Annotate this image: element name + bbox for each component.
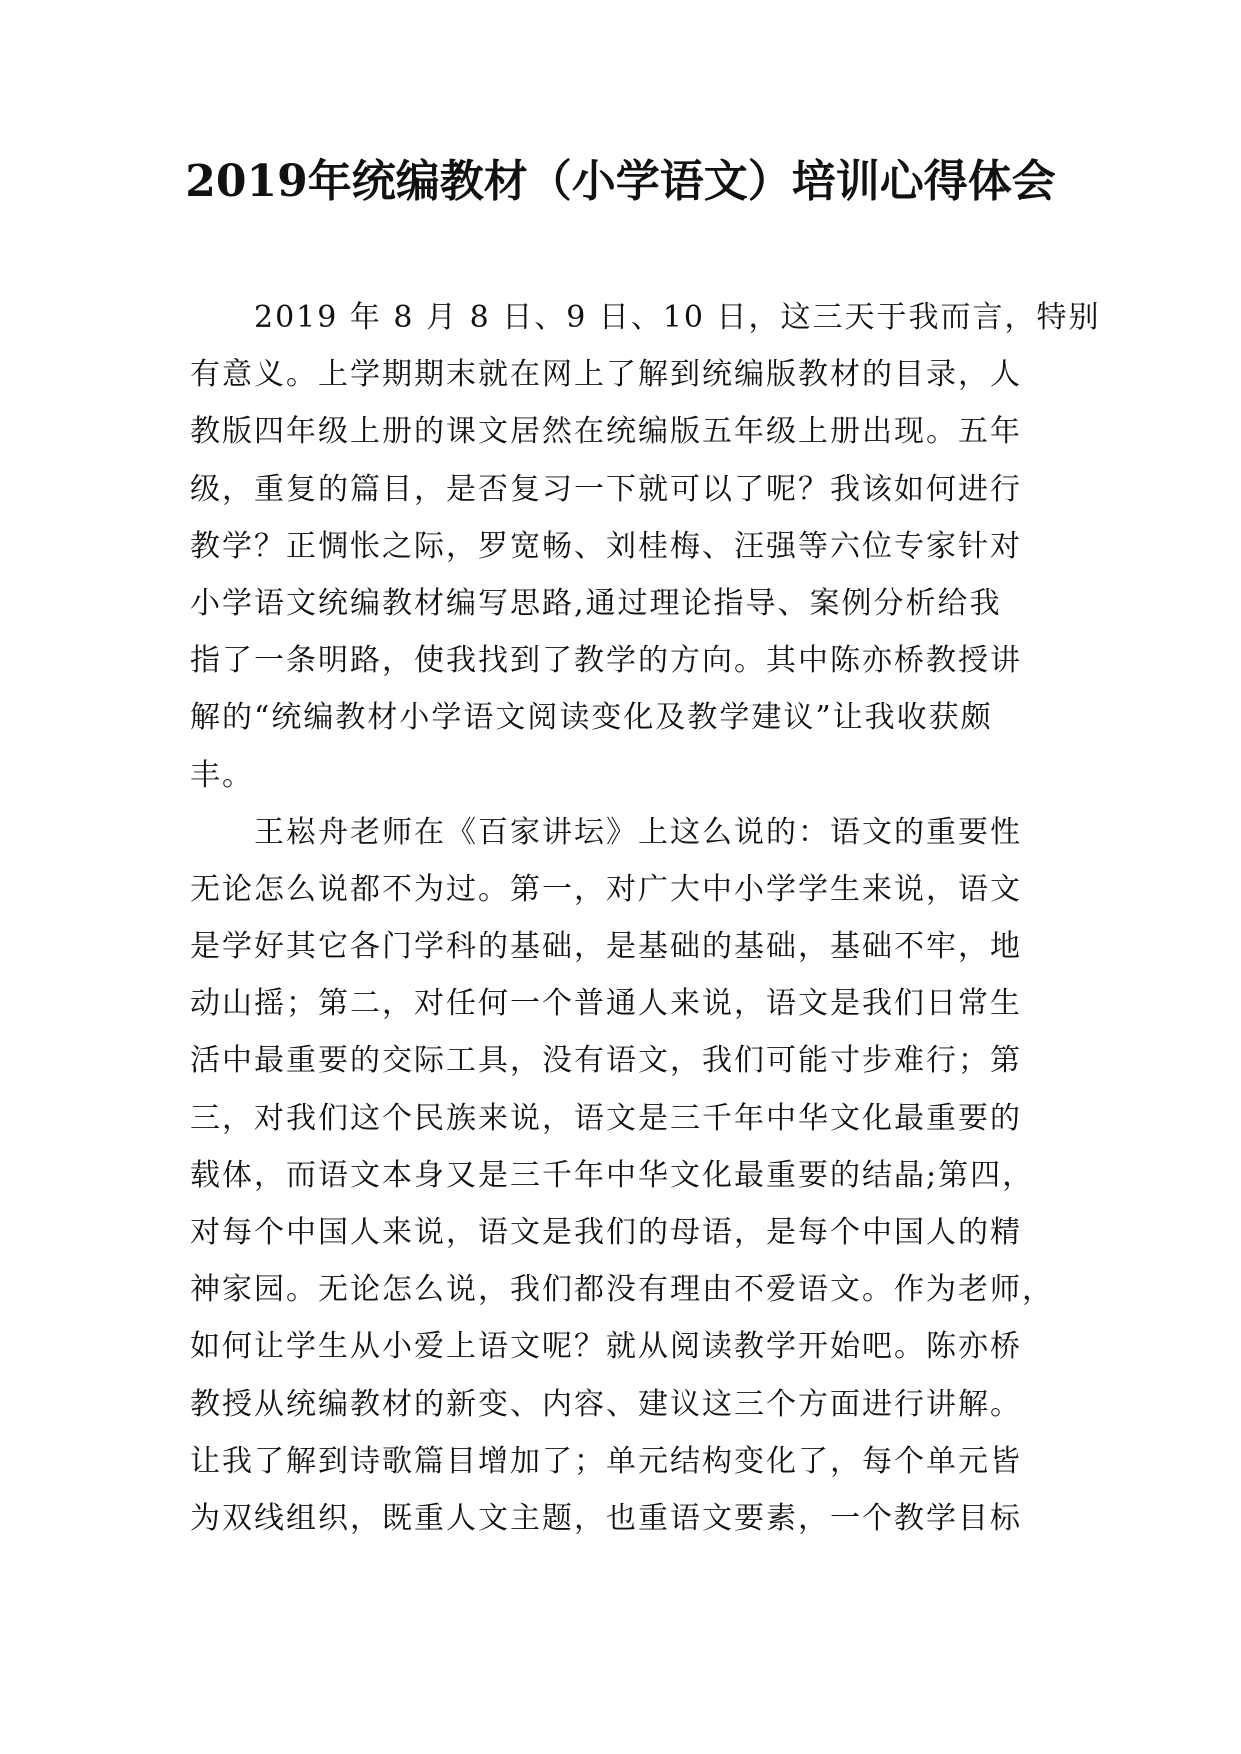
paragraph-2-line-6: 三，对我们这个民族来说，语文是三千年中华文化最重要的 [190, 1100, 1022, 1136]
paragraph-2-line-13: 为双线组织，既重人文主题，也重语文要素，一个教学目标 [190, 1500, 1022, 1536]
paragraph-1-line-6: 小学语文统编教材编写思路,通过理论指导、案例分析给我 [190, 585, 1002, 621]
paragraph-2-line-10: 如何让学生从小爱上语文呢？就从阅读教学开始吧。陈亦桥 [190, 1329, 1022, 1365]
paragraph-1-line-5: 教学？正惆怅之际，罗宽畅、刘桂梅、汪强等六位专家针对 [190, 528, 1022, 564]
paragraph-2-line-4: 动山摇；第二，对任何一个普通人来说，语文是我们日常生 [190, 986, 1022, 1022]
paragraph-1-line-7: 指了一条明路，使我找到了教学的方向。其中陈亦桥教授讲 [190, 643, 1022, 679]
paragraph-1-line-3: 教版四年级上册的课文居然在统编版五年级上册出现。五年 [190, 414, 1022, 450]
document-title: 2019年统编教材（小学语文）培训心得体会 [185, 156, 1056, 207]
paragraph-1-line-9: 丰。 [190, 757, 254, 793]
paragraph-2-line-12: 让我了解到诗歌篇目增加了；单元结构变化了，每个单元皆 [190, 1443, 1022, 1479]
paragraph-2-line-5: 活中最重要的交际工具，没有语文，我们可能寸步难行；第 [190, 1043, 1022, 1079]
paragraph-2-line-8: 对每个中国人来说，语文是我们的母语，是每个中国人的精 [190, 1215, 1022, 1250]
paragraph-2-line-2: 无论怎么说都不为过。第一，对广大中小学学生来说，语文 [190, 871, 1022, 907]
paragraph-1-line-1: 2019 年 8 月 8 日、9 日、10 日，这三天于我而言，特别 [254, 300, 1101, 335]
paragraph-2-line-1: 王崧舟老师在《百家讲坛》上这么说的：语文的重要性 [254, 814, 1022, 850]
paragraph-2-line-9: 神家园。无论怎么说，我们都没有理由不爱语文。作为老师， [190, 1272, 1054, 1308]
paragraph-1-line-8: 解的“统编教材小学语文阅读变化及教学建议”让我收获颇 [190, 700, 993, 736]
paragraph-2-line-3: 是学好其它各门学科的基础，是基础的基础，基础不牢，地 [190, 929, 1022, 965]
paragraph-1-line-4: 级，重复的篇目，是否复习一下就可以了呢？我该如何进行 [190, 471, 1022, 507]
paragraph-1-line-2: 有意义。上学期期末就在网上了解到统编版教材的目录，人 [190, 357, 1022, 393]
document-body [190, 289, 1101, 1547]
paragraph-2-line-11: 教授从统编教材的新变、内容、建议这三个方面进行讲解。 [190, 1386, 1022, 1422]
paragraph-2-line-7: 载体，而语文本身又是三千年中华文化最重要的结晶;第四， [190, 1157, 1035, 1193]
